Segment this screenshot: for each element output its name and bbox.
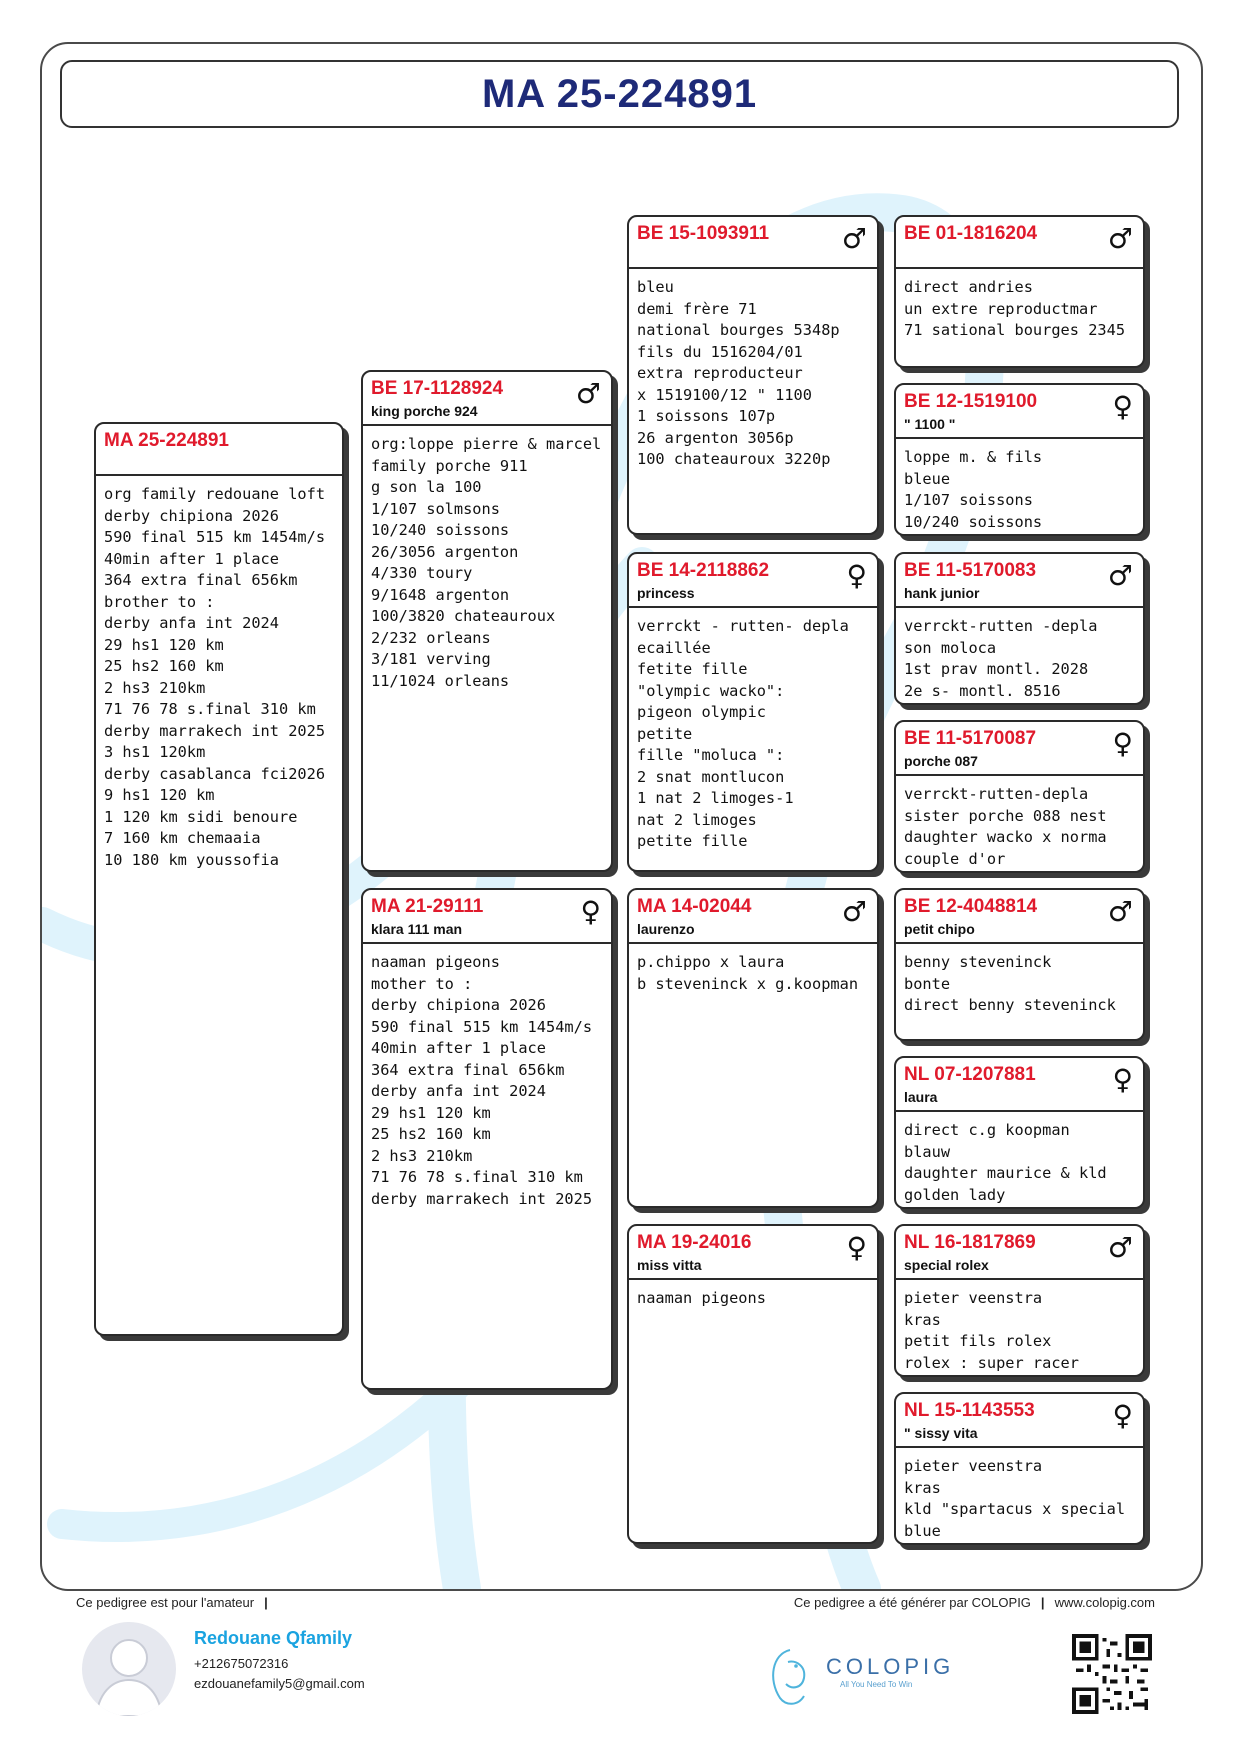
male-icon: ♂	[1107, 1231, 1133, 1264]
card-sire-dam	[627, 552, 879, 872]
ring-number: BE 12-1519100	[904, 391, 1038, 412]
pigeon-notes: direct andries un extre reproductmar 71 sational bourges 2345	[904, 278, 1126, 339]
breeder-name: Redouane Qfamily	[194, 1628, 353, 1648]
pigeon-notes: naaman pigeons mother to : derby chipiona 2026 590 final 515 km 1454m/s 40min after 1 place 364 extra final 656km derby anfa int 2024 29 hs1 120 km 25 hs2 160 km 2 hs3 210km 71 76 78 s.final 310 km derby marrakech int 2025	[371, 953, 593, 1208]
card-ddd	[894, 1392, 1145, 1545]
pigeon-name: miss vitta	[637, 1257, 702, 1273]
pigeon-notes: org family redouane loft derby chipiona 2026 590 final 515 km 1454m/s 40min after 1 place 364 extra final 656km brother to : derby anfa int 2024 29 hs1 120 km 25 hs2 160 km 2 hs3 210km 71 76 78 s.final 310 km derby marrakech int 2025 3 hs1 120km derby casablanca fci2026 9 hs1 120 km 1 120 km sidi benoure 7 160 km chemaaia 10 180 km youssofia	[104, 485, 326, 869]
card-sire	[361, 370, 613, 872]
pigeon-notes: verrckt - rutten- depla ecaillée fetite fille "olympic wacko": pigeon olympic petite fille "moluca ": 2 snat montlucon 1 nat 2 limoges-1 nat 2 limoges petite fille	[637, 617, 849, 850]
pedigree-title: MA 25-224891	[481, 71, 758, 116]
ring-number: NL 16-1817869	[904, 1232, 1036, 1253]
card-subject	[94, 422, 344, 1336]
card-dam	[361, 888, 613, 1390]
footer-note-text: Ce pedigree est pour l'amateur	[76, 1595, 255, 1610]
pigeon-notes: bleu demi frère 71 national bourges 5348p fils du 1516204/01 extra reproducteur x 1519100/12 " 1100 1 soissons 107p 26 argenton 3056p 100 chateauroux 3220p	[637, 278, 840, 468]
card-sds	[894, 552, 1145, 705]
male-icon: ♂	[1107, 895, 1133, 928]
footer-separator: |	[264, 1595, 268, 1610]
ring-number: BE 15-1093911	[637, 223, 770, 244]
female-icon: ♀	[1112, 390, 1133, 423]
pigeon-name: petit chipo	[904, 921, 975, 937]
ring-number: BE 01-1816204	[904, 223, 1038, 244]
ring-number: MA 25-224891	[104, 430, 229, 451]
female-icon: ♀	[846, 559, 867, 592]
male-icon: ♂	[1107, 222, 1133, 255]
pigeon-notes: org:loppe pierre & marcel family porche 911 g son la 100 1/107 solmsons 10/240 soissons 26/3056 argenton 4/330 toury 9/1648 argenton 100/3820 chateauroux 2/232 orleans 3/181 verving 11/1024 orleans	[371, 435, 602, 690]
breeder-email: ezdouanefamily5@gmail.com	[194, 1676, 365, 1691]
pedigree-title-box	[60, 60, 1179, 128]
pigeon-notes: pieter veenstra kras kld "spartacus x special blue	[904, 1457, 1126, 1540]
footer-generated-text: Ce pedigree a été générer par COLOPIG	[793, 1595, 1031, 1610]
female-icon: ♀	[846, 1231, 867, 1264]
pigeon-name: " sissy vita	[904, 1425, 978, 1441]
ring-number: BE 12-4048814	[904, 896, 1038, 917]
ring-number: NL 15-1143553	[904, 1400, 1035, 1421]
pigeon-name: laura	[904, 1089, 938, 1105]
pigeon-notes: verrckt-rutten-depla sister porche 088 nest daughter wacko x norma couple d'or	[904, 785, 1107, 868]
pigeon-name: laurenzo	[637, 921, 695, 937]
card-dam-dam	[627, 1224, 879, 1544]
female-icon: ♀	[580, 895, 601, 928]
pigeon-notes: loppe m. & fils bleue 1/107 soissons 10/240 soissons	[904, 448, 1043, 531]
ring-number: MA 19-24016	[637, 1232, 752, 1253]
card-dam-sire	[627, 888, 879, 1208]
card-sss	[894, 215, 1145, 368]
footer-website-link[interactable]: www.colopig.com	[1054, 1595, 1155, 1610]
qr-code-icon	[1072, 1634, 1152, 1714]
footer-credits	[794, 1595, 1155, 1610]
pigeon-notes: naaman pigeons	[637, 1289, 766, 1307]
female-icon: ♀	[1112, 1399, 1133, 1432]
ring-number: BE 14-2118862	[637, 560, 770, 581]
avatar-icon	[82, 1622, 176, 1716]
card-sire-sire	[627, 215, 879, 535]
male-icon: ♂	[1107, 559, 1133, 592]
ring-number: NL 07-1207881	[904, 1064, 1036, 1085]
ring-number: MA 21-29111	[371, 896, 484, 917]
pigeon-notes: benny steveninck bonte direct benny steveninck	[904, 953, 1116, 1014]
card-ssd	[894, 383, 1145, 536]
card-sdd	[894, 720, 1145, 873]
male-icon: ♂	[841, 895, 867, 928]
pigeon-notes: pieter veenstra kras petit fils rolex rolex : super racer	[904, 1289, 1079, 1372]
pigeon-notes: verrckt-rutten -depla son moloca 1st prav montl. 2028 2e s- montl. 8516	[904, 617, 1098, 700]
pigeon-notes: direct c.g koopman blauw daughter maurice & kld golden lady	[904, 1121, 1107, 1204]
ring-number: MA 14-02044	[637, 896, 752, 917]
ring-number: BE 11-5170087	[904, 728, 1037, 749]
male-icon: ♂	[841, 222, 867, 255]
pigeon-name: porche 087	[904, 753, 978, 769]
footer-separator: |	[1040, 1595, 1045, 1610]
pigeon-name: princess	[637, 585, 695, 601]
ring-number: BE 17-1128924	[371, 378, 504, 399]
card-dss	[894, 888, 1145, 1041]
card-dsd	[894, 1056, 1145, 1209]
pigeon-name: klara 111 man	[371, 921, 463, 937]
male-icon: ♂	[575, 377, 601, 410]
footer-note	[76, 1595, 278, 1610]
pigeon-name: special rolex	[904, 1257, 989, 1273]
brand-name: COLOPIG	[826, 1654, 955, 1679]
female-icon: ♀	[1112, 727, 1133, 760]
pigeon-name: king porche 924	[371, 403, 478, 419]
breeder-phone: +212675072316	[194, 1656, 289, 1671]
pigeon-name: hank junior	[904, 585, 980, 601]
card-dds	[894, 1224, 1145, 1377]
brand-tagline: All You Need To Win	[840, 1680, 913, 1689]
pigeon-notes: p.chippo x laura b steveninck x g.koopman	[637, 953, 859, 993]
pigeon-name: " 1100 "	[904, 416, 956, 432]
ring-number: BE 11-5170083	[904, 560, 1037, 581]
female-icon: ♀	[1112, 1063, 1133, 1096]
